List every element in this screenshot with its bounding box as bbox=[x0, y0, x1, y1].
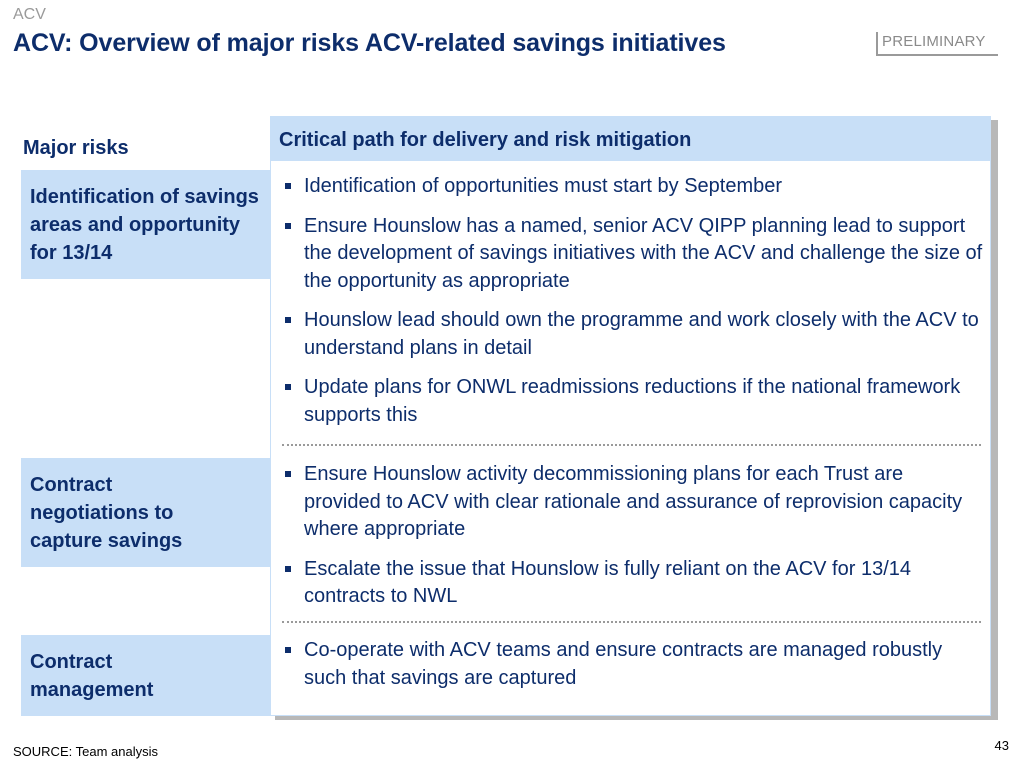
section-divider bbox=[282, 621, 981, 623]
critical-path-heading: Critical path for delivery and risk mitigation bbox=[271, 117, 990, 161]
bullet-item bbox=[283, 374, 983, 429]
major-risks-heading: Major risks bbox=[23, 137, 129, 159]
section-label: ACV bbox=[13, 6, 46, 23]
bullet-text: Escalate the issue that Hounslow is fully reliant on the ACV for 13/14 contracts to NWL bbox=[304, 557, 912, 607]
risk-box-identification bbox=[21, 170, 270, 279]
bullet-text: Co-operate with ACV teams and ensure contracts are managed robustly such that savings are captured bbox=[304, 639, 943, 689]
bullet-item bbox=[283, 461, 983, 544]
mitigation-section-contract-negotiations bbox=[283, 461, 983, 623]
bullet-square-icon bbox=[285, 317, 291, 323]
bullet-text: Identification of opportunities must start by September bbox=[304, 175, 783, 197]
section-divider bbox=[282, 444, 981, 446]
bullet-item bbox=[283, 173, 983, 201]
risk-label: Identification of savings areas and opportunity for 13/14 bbox=[30, 186, 259, 264]
mitigation-section-identification bbox=[283, 173, 983, 441]
bullet-square-icon bbox=[285, 566, 291, 572]
slide-title: ACV: Overview of major risks ACV-related savings initiatives bbox=[13, 29, 726, 57]
mitigation-section-contract-management bbox=[283, 637, 983, 704]
bullet-square-icon bbox=[285, 471, 291, 477]
source-note: SOURCE: Team analysis bbox=[13, 744, 158, 759]
bullet-square-icon bbox=[285, 384, 291, 390]
bullet-item bbox=[283, 556, 983, 611]
page-number: 43 bbox=[994, 738, 1009, 753]
bullet-item bbox=[283, 307, 983, 362]
risk-box-contract-negotiations bbox=[21, 458, 270, 567]
bullet-item bbox=[283, 213, 983, 296]
risk-label: Contract negotiations to capture savings bbox=[30, 474, 183, 552]
bullet-square-icon bbox=[285, 223, 291, 229]
bullet-text: Hounslow lead should own the programme and work closely with the ACV to understand plans in detail bbox=[304, 309, 979, 359]
preliminary-tag: PRELIMINARY bbox=[876, 32, 998, 56]
bullet-square-icon bbox=[285, 183, 291, 189]
risk-label: Contract management bbox=[30, 651, 154, 701]
bullet-square-icon bbox=[285, 647, 291, 653]
bullet-text: Update plans for ONWL readmissions reductions if the national framework supports this bbox=[304, 376, 961, 426]
risk-box-contract-management bbox=[21, 635, 270, 716]
critical-path-panel bbox=[270, 116, 991, 716]
bullet-text: Ensure Hounslow has a named, senior ACV QIPP planning lead to support the development of savings initiatives with the ACV and challenge the size of the opportunity as appropriate bbox=[304, 214, 983, 292]
bullet-item bbox=[283, 637, 983, 692]
bullet-text: Ensure Hounslow activity decommissioning plans for each Trust are provided to ACV with clear rationale and assurance of reprovision capacity where appropriate bbox=[304, 463, 963, 540]
